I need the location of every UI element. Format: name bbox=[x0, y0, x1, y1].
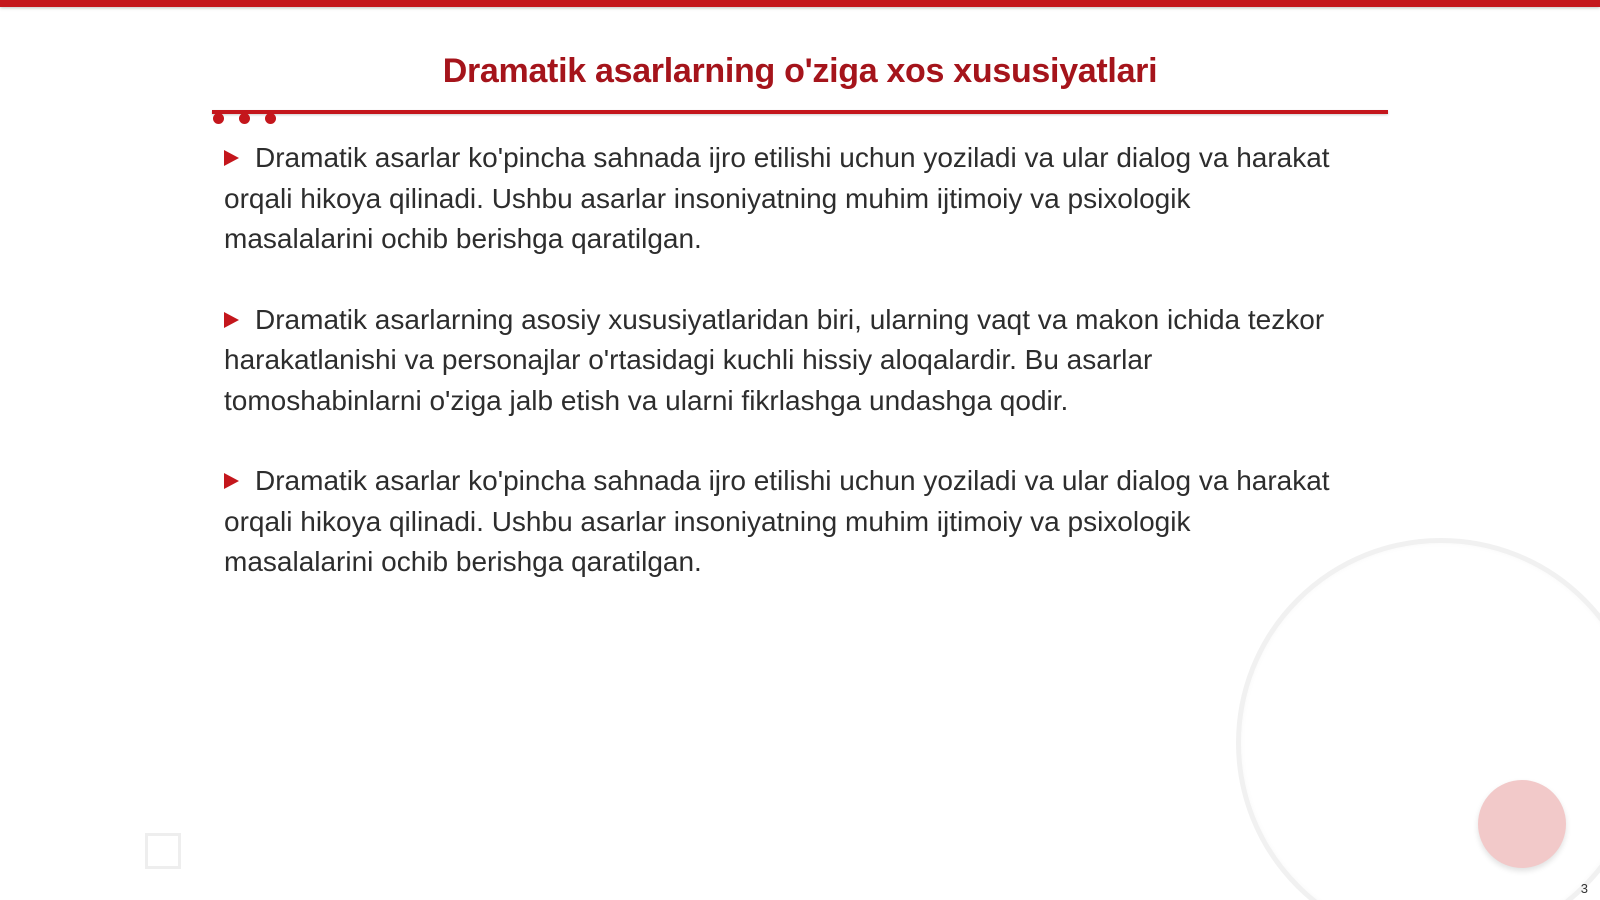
bullet-text: Dramatik asarlar ko'pincha sahnada ijro etilishi uchun yoziladi va ular dialog va harakat orqali hikoya qilinadi. Ushbu asarlar insoniyatning muhim ijtimoiy va psixologik masalalarini ochib berishga qaratilgan. bbox=[224, 465, 1330, 577]
bullet-text: Dramatik asarlarning asosiy xususiyatlaridan biri, ularning vaqt va makon ichida tezkor harakatlanishi va personajlar o'rtasidagi kuchli hissiy aloqalardir. Bu asarlar tomoshabinlarni o'ziga jalb etish va ularni fikrlashga undashga qodir. bbox=[224, 303, 1325, 416]
page-number: 3 bbox=[1580, 881, 1588, 896]
red-triangle-bullet-icon bbox=[224, 473, 239, 489]
title-underline bbox=[212, 110, 1388, 114]
bullet-paragraph bbox=[224, 138, 1344, 260]
decorative-dot bbox=[265, 113, 276, 124]
bullet-paragraph bbox=[224, 300, 1344, 422]
red-triangle-bullet-icon bbox=[224, 312, 239, 328]
decorative-square-outline bbox=[145, 833, 181, 869]
bullet-list bbox=[224, 138, 1344, 623]
bullet-text: Dramatik asarlar ko'pincha sahnada ijro etilishi uchun yoziladi va ular dialog va harakat orqali hikoya qilinadi. Ushbu asarlar insoniyatning muhim ijtimoiy va psixologik masalalarini ochib berishga qaratilgan. bbox=[224, 142, 1330, 254]
decorative-dot bbox=[239, 113, 250, 124]
top-accent-bar bbox=[0, 0, 1600, 7]
decorative-dot bbox=[213, 113, 224, 124]
red-triangle-bullet-icon bbox=[224, 150, 239, 166]
bullet-paragraph bbox=[224, 461, 1344, 583]
slide-title: Dramatik asarlarning o'ziga xos xususiyatlari bbox=[442, 52, 1158, 90]
decorative-pink-circle bbox=[1478, 780, 1566, 868]
